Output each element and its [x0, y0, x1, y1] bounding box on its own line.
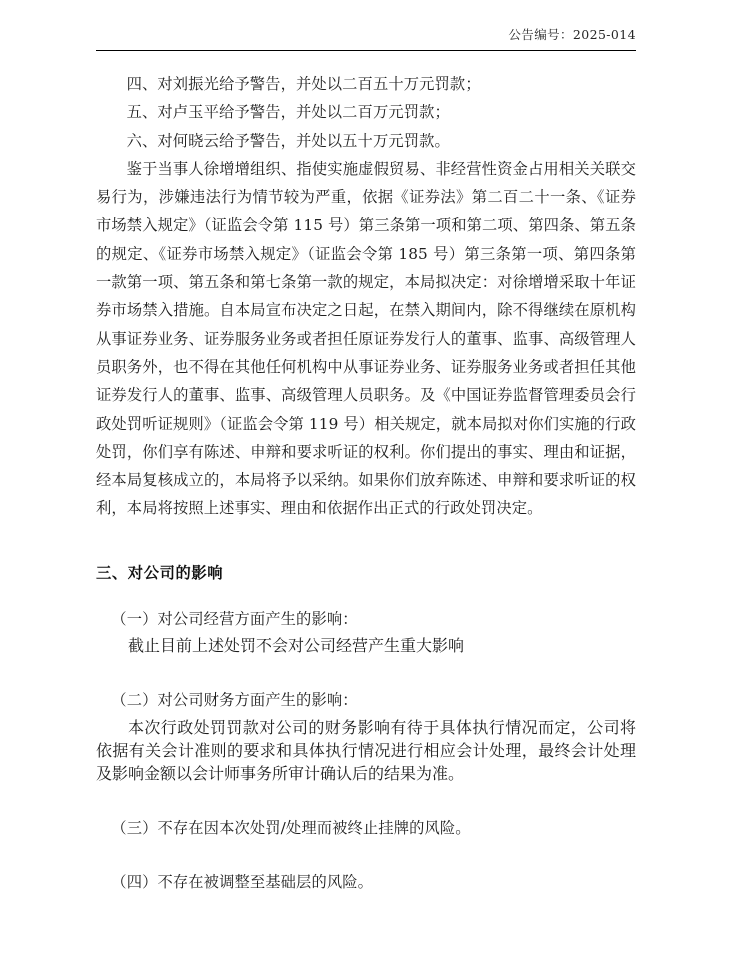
penalty-item: 五、对卢玉平给予警告，并处以二百万元罚款；	[126, 103, 450, 122]
header-divider	[96, 50, 636, 51]
subsection-label-2: （二）对公司财务方面产生的影响：	[111, 691, 358, 710]
spacer	[96, 784, 636, 814]
page-header	[96, 26, 636, 59]
section-heading: 三、对公司的影响	[96, 563, 224, 582]
subsection-label-1: （一）对公司经营方面产生的影响：	[111, 610, 358, 629]
penalty-item: 四、对刘振光给予警告，并处以二百五十万元罚款；	[126, 75, 481, 93]
spacer	[96, 587, 636, 605]
penalty-item: 六、对何晓云给予警告，并处以五十万元罚款。	[126, 131, 450, 150]
subsection-body-2: 本次行政处罚罚款对公司的财务影响有待于具体执行情况而定，公司将依据有关会计准则的要求和具体执行情况进行相应会计处理，最终会计处理及影响金额以会计师事务所审计确认后的结果为准。	[96, 717, 636, 783]
main-paragraph: 鉴于当事人徐增增组织、指使实施虚假贸易、非经营性资金占用相关关联交易行为，涉嫌违法行为情节较为严重，依据《证券法》第二百二十一条、《证券市场禁入规定》（证监会令第 115 号）第三条第一项和第二项、第四条、第五条的规定、《证券市场禁入规定》（证监会令第 185 号）第三条第一项、第四条第一款第一项、第五条和第七条第一款的规定，本局拟决定：对徐增增采取十年证券市场禁入措施。自本局宣布决定之日起，在禁入期间内，除不得继续在原机构从事证券业务、证券服务业务或者担任原证券发行人的董事、监事、高级管理人员职务外，也不得在其他任何机构中从事证券业务、证券服务业务或者担任其他证券发行人的董事、监事、高级管理人员职务。及《中国证券监督管理委员会行政处罚听证规则》（证监会令第 119 号）相关规定，就本局拟对你们实施的行政处罚，你们享有陈述、申辩和要求听证的权利。你们提出的事实、理由和证据，经本局复核成立的，本局将予以采纳。如果你们放弃陈述、申辩和要求听证的权利，本局将按照上述事实、理由和依据作出正式的行政处罚决定。	[96, 159, 636, 518]
spacer	[96, 523, 636, 559]
subsection-label-4: （四）不存在被调整至基础层的风险。	[111, 872, 374, 891]
announcement-number: 公告编号：2025-014	[508, 27, 636, 42]
document-body	[96, 70, 636, 896]
subsection-label-3: （三）不存在因本次处罚/处理而被终止挂牌的风险。	[111, 818, 471, 837]
spacer	[96, 656, 636, 686]
spacer	[96, 842, 636, 868]
subsection-body-1: 截止目前上述处罚不会对公司经营产生重大影响	[128, 636, 465, 656]
